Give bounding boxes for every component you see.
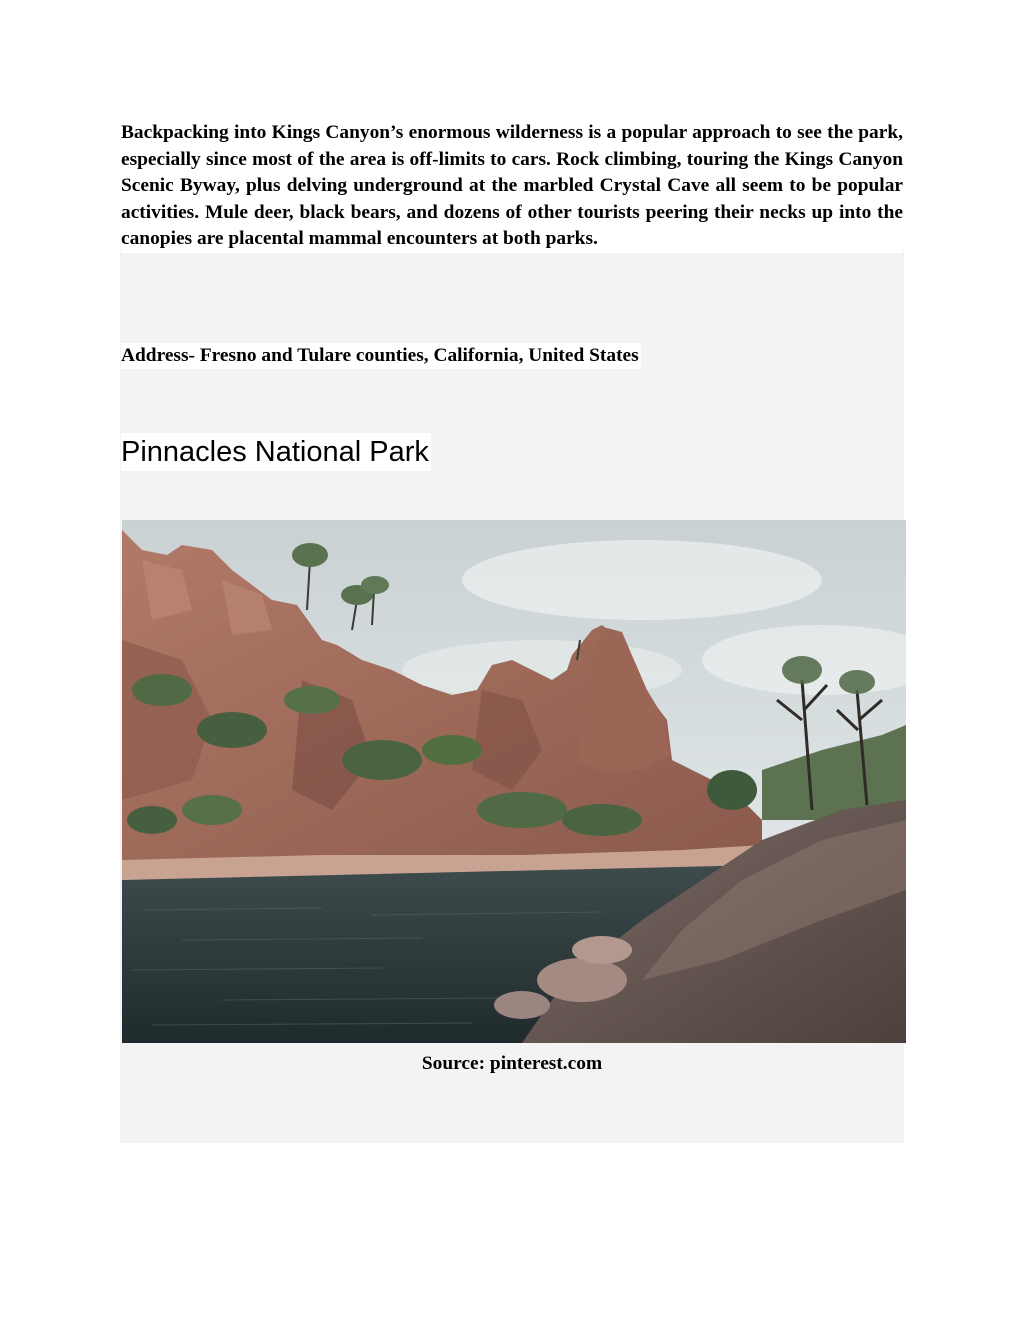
shrub bbox=[707, 770, 757, 810]
tree-crown bbox=[782, 656, 822, 684]
small-boulder bbox=[494, 991, 550, 1019]
tree-crown bbox=[839, 670, 875, 694]
shrub bbox=[342, 740, 422, 780]
shrub bbox=[132, 674, 192, 706]
park-photo bbox=[122, 520, 906, 1043]
tree-crown bbox=[361, 576, 389, 594]
intro-paragraph: Backpacking into Kings Canyon’s enormous wilderness is a popular approach to see the park, especially since most of the area is off-limits to cars. Rock climbing, touring the Kings Canyon Scenic Byway, plus delving underground at the marbled Crystal Cave all seem to be popular activities. Mule deer, black bears, and dozens of other tourists peering their necks up into the canopies are placental mammal encounters at both parks. bbox=[121, 120, 903, 253]
cloud bbox=[462, 540, 822, 620]
shrub bbox=[127, 806, 177, 834]
small-boulder bbox=[537, 958, 627, 1002]
shrub bbox=[422, 735, 482, 765]
shrub bbox=[562, 804, 642, 836]
shrub bbox=[477, 792, 567, 828]
image-caption: Source: pinterest.com bbox=[421, 1053, 603, 1074]
tree-crown bbox=[292, 543, 328, 567]
shrub bbox=[197, 712, 267, 748]
address-line: Address- Fresno and Tulare counties, California, United States bbox=[121, 343, 641, 369]
small-boulder bbox=[572, 936, 632, 964]
shrub bbox=[284, 686, 340, 714]
shrub bbox=[182, 795, 242, 825]
section-heading: Pinnacles National Park bbox=[121, 433, 431, 471]
